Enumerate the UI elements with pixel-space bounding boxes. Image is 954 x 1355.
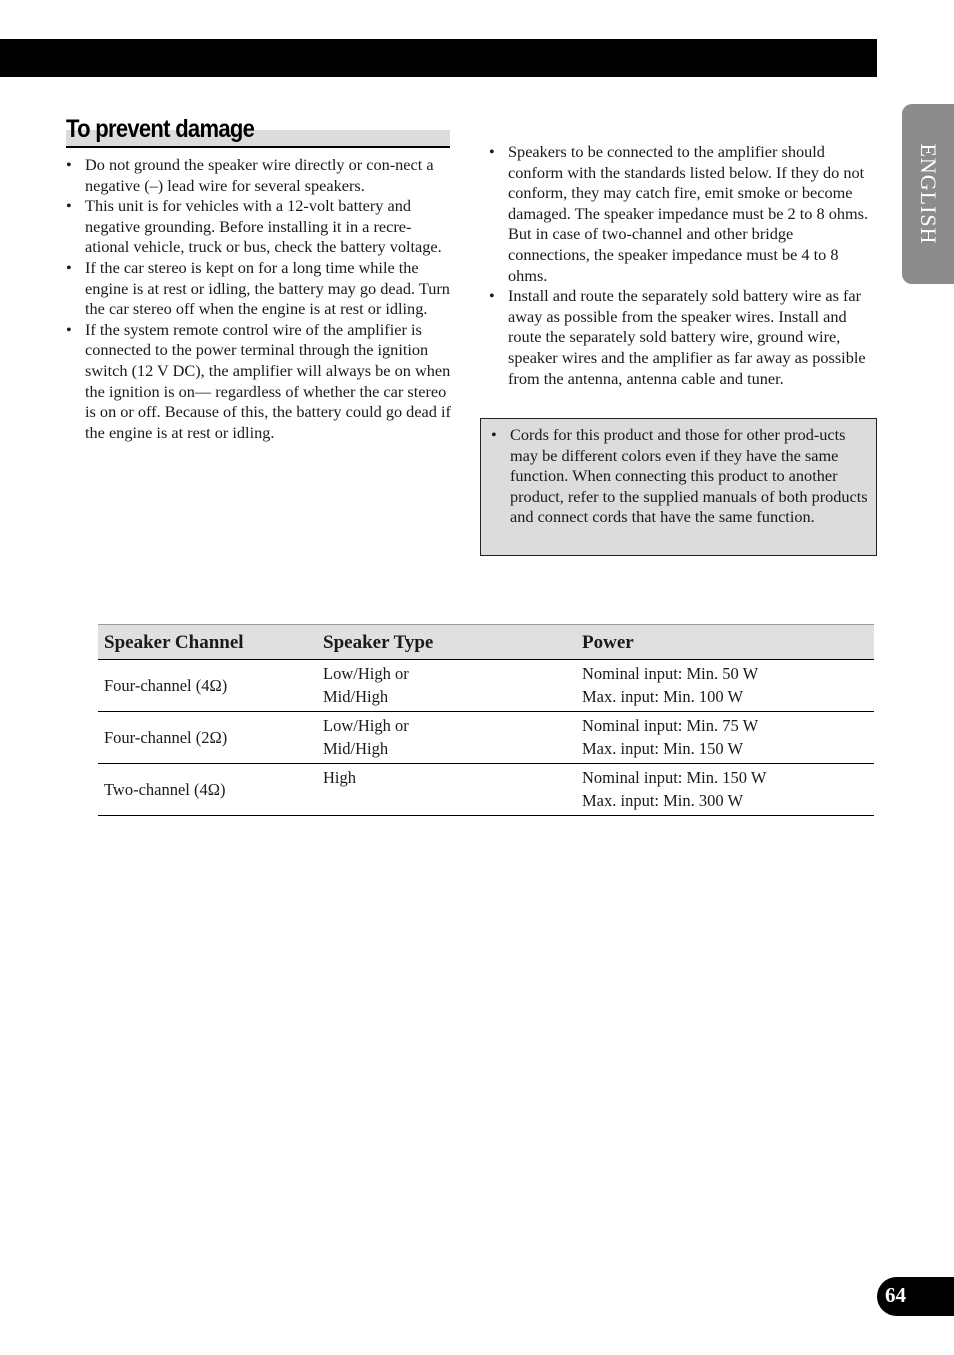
page-number-badge <box>877 1277 954 1316</box>
cell-channel: Four-channel (4Ω) <box>98 660 317 712</box>
cell-type-line: Mid/High <box>323 687 389 706</box>
language-tab <box>902 104 954 284</box>
page-number: 64 <box>885 1283 906 1307</box>
section-title: To prevent damage <box>66 115 255 143</box>
table-row <box>98 660 874 712</box>
note-box <box>480 418 877 556</box>
list-item: • Speakers to be connected to the amplifier should conform with the standards listed below. If they do not conform, they may catch fire, emit smoke or become damaged. The speaker impedance must be 2 to 8 ohms. But in case of two-channel and other bridge connections, the speaker impedance must be 4 to 8 ohms. <box>489 142 869 286</box>
header-bar <box>0 39 877 77</box>
cell-channel: Four-channel (2Ω) <box>98 712 317 764</box>
cell-channel: Two-channel (4Ω) <box>98 764 317 816</box>
cell-power-nominal: Nominal input: Min. 150 W <box>582 768 767 787</box>
column-header-channel: Speaker Channel <box>98 625 317 660</box>
cell-power <box>576 764 874 816</box>
cell-power <box>576 660 874 712</box>
right-bullet-list <box>489 142 869 389</box>
section-heading <box>66 114 450 148</box>
cell-type-line: Low/High or <box>323 716 409 735</box>
table-row <box>98 712 874 764</box>
cell-power-nominal: Nominal input: Min. 50 W <box>582 664 759 683</box>
column-header-type: Speaker Type <box>317 625 576 660</box>
table-row <box>98 764 874 816</box>
list-item: • If the car stereo is kept on for a long time while the engine is at rest or idling, the battery may go dead. Turn the car stereo off when the engine is at rest or idling. <box>66 258 454 320</box>
list-item: • If the system remote control wire of the amplifier is connected to the power terminal through the ignition switch (12 V DC), the amplifier will always be on when the ignition is on— regardless of whether the car stereo is on or off. Because of this, the battery could go dead if the engine is at rest or idling. <box>66 320 454 444</box>
cell-type-line: Low/High or <box>323 664 409 683</box>
cell-power <box>576 712 874 764</box>
cell-type-line: High <box>323 768 356 787</box>
cell-power-nominal: Nominal input: Min. 75 W <box>582 716 759 735</box>
list-item: • Do not ground the speaker wire directly or con-nect a negative (–) lead wire for several speakers. <box>66 155 454 196</box>
cell-power-max: Max. input: Min. 100 W <box>582 687 744 706</box>
list-item: • This unit is for vehicles with a 12-volt battery and negative grounding. Before installing it in a recre-ational vehicle, truck or bus, check the battery voltage. <box>66 196 454 258</box>
table-header-row <box>98 625 874 660</box>
cell-power-max: Max. input: Min. 150 W <box>582 739 744 758</box>
cell-type <box>317 660 576 712</box>
speaker-spec-table <box>98 624 874 816</box>
list-item: • Install and route the separately sold battery wire as far away as possible from the speaker wires. Install and route the separately sold battery wire, ground wire, speaker wires and the amplifier as far away as possible from the antenna, antenna cable and tuner. <box>489 286 869 389</box>
language-tab-label: ENGLISH <box>916 143 941 245</box>
cell-type <box>317 764 576 816</box>
note-list <box>481 419 876 528</box>
cell-type-line: Mid/High <box>323 739 389 758</box>
cell-power-max: Max. input: Min. 300 W <box>582 791 744 810</box>
cell-type <box>317 712 576 764</box>
note-item: • Cords for this product and those for other prod-ucts may be different colors even if they have the same function. When connecting this product to another product, refer to the supplied manuals of both products and connect cords that have the same function. <box>491 425 870 528</box>
column-header-power: Power <box>576 625 874 660</box>
left-bullet-list <box>66 155 454 443</box>
